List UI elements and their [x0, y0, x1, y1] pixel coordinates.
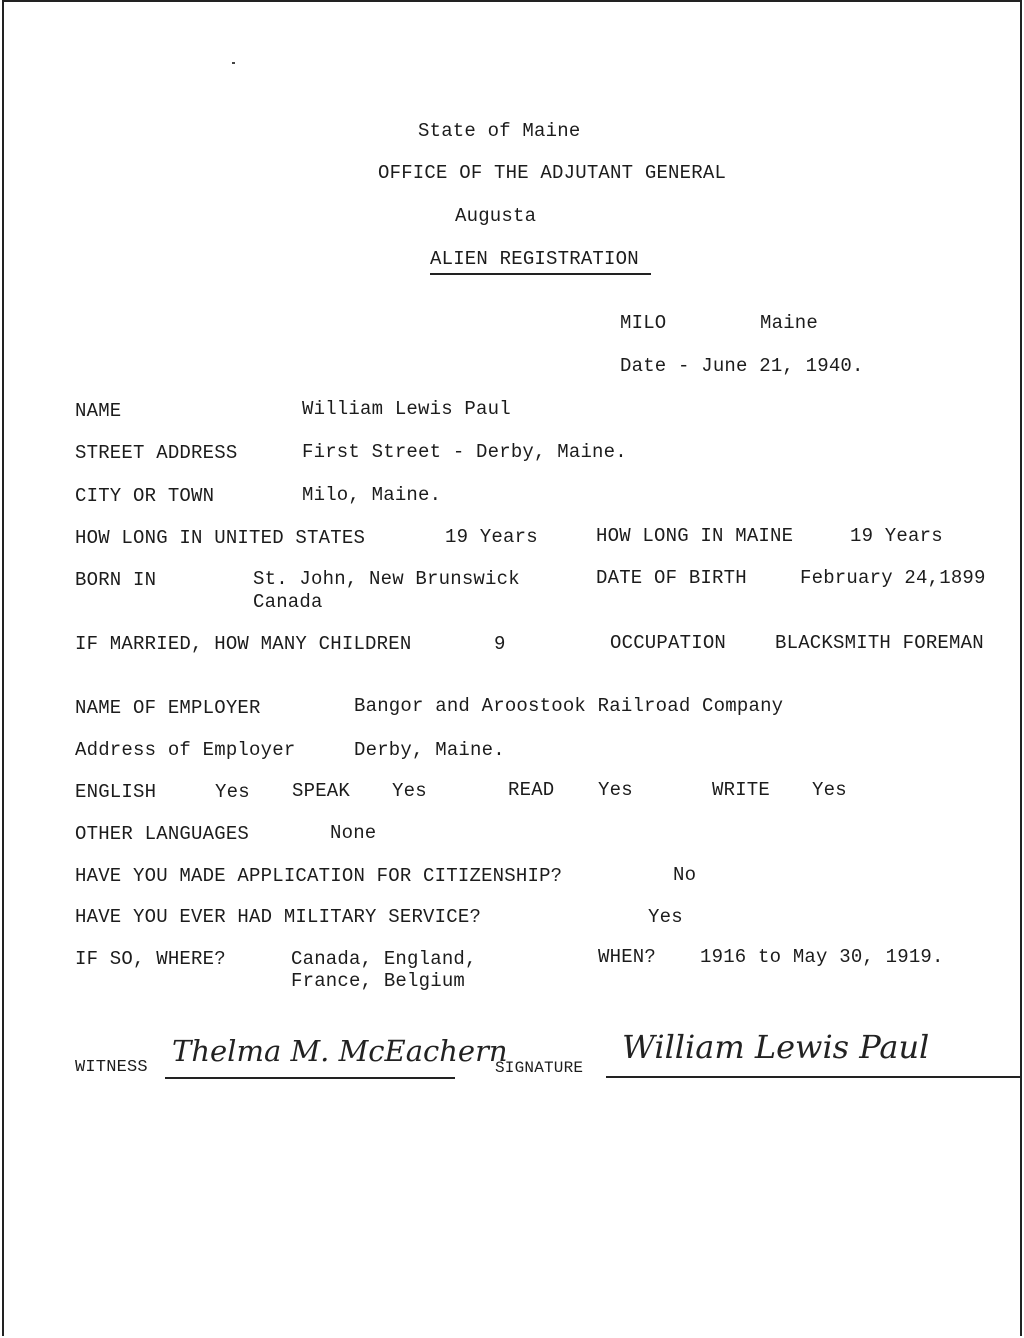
applicant-signature: William Lewis Paul: [622, 1028, 930, 1066]
witness-signature: Thelma M. McEachern: [172, 1034, 508, 1068]
occupation-label: OCCUPATION: [610, 632, 727, 654]
write-label: WRITE: [712, 779, 771, 801]
applicant-signature-line: [606, 1076, 1022, 1078]
where-label: IF SO, WHERE?: [75, 948, 226, 970]
state-heading: State of Maine: [418, 120, 581, 142]
paper-speck: [232, 62, 235, 64]
street-address-label: STREET ADDRESS: [75, 442, 238, 464]
military-value: Yes: [648, 906, 683, 928]
read-label: READ: [508, 779, 555, 801]
city-value: Milo, Maine.: [302, 484, 442, 506]
page-border: [2, 0, 1022, 1336]
street-address-value: First Street - Derby, Maine.: [302, 441, 627, 463]
where-value-continued: France, Belgium: [291, 970, 466, 992]
english-label: ENGLISH: [75, 781, 157, 803]
other-languages-value: None: [330, 822, 377, 844]
citizenship-label: HAVE YOU MADE APPLICATION FOR CITIZENSHIP?: [75, 865, 563, 887]
city-heading: Augusta: [455, 205, 537, 227]
employer-address-label: Address of Employer: [75, 739, 296, 761]
employer-value: Bangor and Aroostook Railroad Company: [354, 695, 784, 717]
name-label: NAME: [75, 400, 122, 422]
date-of-birth-value: February 24,1899: [800, 567, 986, 589]
employer-address-value: Derby, Maine.: [354, 739, 505, 761]
born-in-country: Canada: [253, 591, 323, 613]
speak-label: SPEAK: [292, 780, 351, 802]
read-value: Yes: [598, 779, 633, 801]
employer-label: NAME OF EMPLOYER: [75, 697, 261, 719]
speak-value: Yes: [392, 780, 427, 802]
where-value: Canada, England,: [291, 948, 477, 970]
when-value: 1916 to May 30, 1919.: [700, 946, 944, 968]
witness-label: WITNESS: [75, 1058, 148, 1077]
signature-label: SIGNATURE: [495, 1059, 584, 1077]
town-value: MILO: [620, 312, 667, 334]
children-value: 9: [494, 633, 506, 655]
how-long-maine-value: 19 Years: [850, 525, 943, 547]
military-label: HAVE YOU EVER HAD MILITARY SERVICE?: [75, 906, 482, 928]
other-languages-label: OTHER LANGUAGES: [75, 823, 250, 845]
when-label: WHEN?: [598, 946, 657, 968]
date-line: Date - June 21, 1940.: [620, 355, 864, 377]
english-value: Yes: [215, 781, 250, 803]
how-long-us-value: 19 Years: [445, 526, 538, 548]
born-in-value: St. John, New Brunswick: [253, 568, 520, 590]
witness-signature-line: [165, 1077, 455, 1079]
citizenship-value: No: [673, 864, 697, 886]
occupation-value: BLACKSMITH FOREMAN: [775, 632, 984, 654]
name-value: William Lewis Paul: [302, 398, 511, 420]
city-label: CITY OR TOWN: [75, 485, 215, 507]
children-label: IF MARRIED, HOW MANY CHILDREN: [75, 633, 412, 655]
how-long-us-label: HOW LONG IN UNITED STATES: [75, 527, 366, 549]
write-value: Yes: [812, 779, 847, 801]
how-long-maine-label: HOW LONG IN MAINE: [596, 525, 794, 547]
form-title: ALIEN REGISTRATION: [430, 248, 651, 275]
office-heading: OFFICE OF THE ADJUTANT GENERAL: [378, 162, 727, 184]
born-in-label: BORN IN: [75, 569, 157, 591]
date-of-birth-label: DATE OF BIRTH: [596, 567, 747, 589]
state-value: Maine: [760, 312, 819, 334]
